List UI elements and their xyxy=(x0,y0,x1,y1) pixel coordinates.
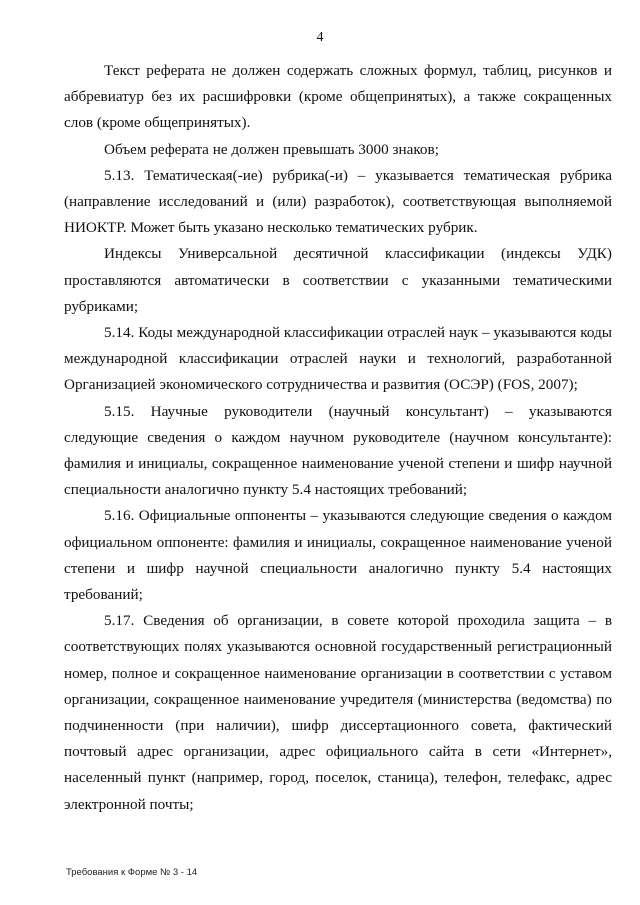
paragraph-abstract-length: Объем реферата не должен превышать 3000 знаков; xyxy=(104,140,439,158)
paragraph-5-15: 5.15. Научные руководители (научный консультант) – указываются следующие сведения о каждом научном руководителе (научном консультанте): фамилия и инициалы, сокращенное наименование ученой степени и шифр научной специальности аналогично пункту 5.4 настоящих требований; xyxy=(64,402,612,499)
paragraph-abstract-content: Текст реферата не должен содержать сложных формул, таблиц, рисунков и аббревиатур без их расшифровки (кроме общепринятых), а также сокращенных слов (кроме общепринятых). xyxy=(64,62,612,132)
page-footer: Требования к Форме № 3 - 14 xyxy=(66,867,198,878)
paragraph-5-13: 5.13. Тематическая(-ие) рубрика(-и) – указывается тематическая рубрика (направление исследований и (или) разработок), соответствующая выполняемой НИОКТР. Может быть указано несколько тематических рубрик. xyxy=(64,166,612,237)
paragraph-udc-indexes: Индексы Универсальной десятичной классификации (индексы УДК) проставляются автоматически в соответствии с указанными тематическими рубриками; xyxy=(64,245,612,315)
page-number: 4 xyxy=(316,30,324,45)
paragraph-5-16: 5.16. Официальные оппоненты – указываются следующие сведения о каждом официальном оппоненте: фамилия и инициалы, сокращенное наименование ученой степени и шифр научной специальности аналогично пункту 5.4 настоящих требований; xyxy=(64,507,612,604)
document-body xyxy=(64,58,612,818)
paragraph-5-17: 5.17. Сведения об организации, в совете которой проходила защита – в соответствующих полях указываются основной государственный регистрационный номер, полное и сокращенное наименование организации в соответствии с уставом организации, сокращенное наименование учредителя (министерства (ведомства) по подчиненности (при наличии), шифр диссертационного совета, фактический почтовый адрес организации, адрес официального сайта в сети «Интернет», населенный пункт (например, город, поселок, станица), телефон, телефакс, адрес электронной почты; xyxy=(64,612,612,813)
paragraph-5-14: 5.14. Коды международной классификации отраслей наук – указываются коды международной классификации отраслей науки и технологий, разработанной Организацией экономического сотрудничества и развития (ОСЭР) (FOS, 2007); xyxy=(64,324,612,394)
